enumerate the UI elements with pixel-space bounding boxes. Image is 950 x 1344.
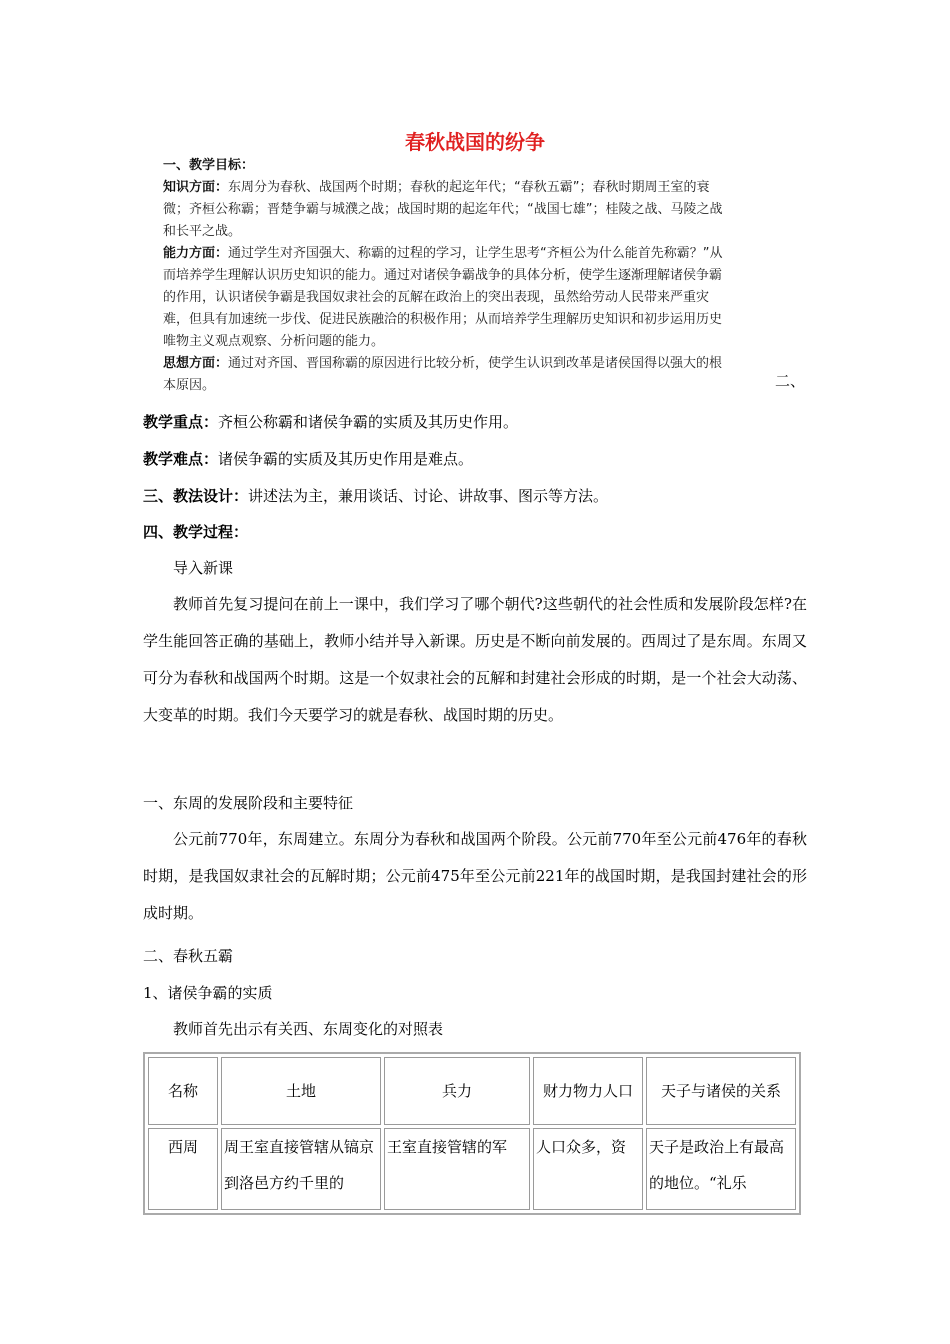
intro-paragraph: 教师首先复习提问在前上一课中，我们学习了哪个朝代?这些朝代的社会性质和发展阶段怎样?在学生能回答正确的基础上，教师小结并导入新课。历史是不断向前发展的。西周过了是东周。东周又可分为春秋和战国两个时期。这是一个奴隶社会的瓦解和封建社会形成的时期，是一个社会大动荡、大变革的时期。我们今天要学习的就是春秋、战国时期的历史。 [143, 595, 807, 724]
comparison-table [143, 1052, 801, 1215]
table-cell: 西周 [148, 1128, 218, 1210]
intro-heading: 导入新课 [173, 559, 234, 577]
document-title: 春秋战国的纷争 [405, 130, 545, 154]
table-cell: 人口众多，资 [533, 1128, 643, 1210]
table-header-cell: 财力物力人口 [533, 1057, 643, 1125]
table-cell: 天子是政治上有最高的地位。“礼乐 [646, 1128, 796, 1210]
table-header-cell: 土地 [221, 1057, 381, 1125]
teaching-process-heading: 四、教学过程： [143, 523, 249, 541]
objectives-heading: 一、教学目标： [163, 158, 255, 173]
section1-heading: 一、东周的发展阶段和主要特征 [143, 794, 354, 812]
table-header-row [148, 1057, 796, 1125]
section1-paragraph: 公元前770年，东周建立。东周分为春秋和战国两个阶段。公元前770年至公元前476年的春秋时期，是我国奴隶社会的瓦解时期；公元前475年至公元前221年的战国时期，是我国封建社会的形成时期。 [143, 830, 807, 922]
thought-objective: 思想方面：通过对齐国、晋国称霸的原因进行比较分析，使学生认识到改革是诸侯国得以强大的根本原因。 [163, 356, 723, 393]
key-point: 教学重点：齐桓公称霸和诸侯争霸的实质及其历史作用。 [143, 413, 519, 431]
sub1-heading: 1、诸侯争霸的实质 [143, 984, 273, 1002]
ability-objective: 能力方面：通过学生对齐国强大、称霸的过程的学习，让学生思考“齐桓公为什么能首先称霸？”从而培养学生理解认识历史知识的能力。通过对诸侯争霸战争的具体分析，使学生逐渐理解诸侯争霸的作用，认识诸侯争霸是我国奴隶社会的瓦解在政治上的突出表现，虽然给劳动人民带来严重灾难，但具有加速统一步伐、促进民族融洽的积极作用；从而培养学生理解历史知识和初步运用历史唯物主义观点观察、分析问题的能力。 [163, 246, 723, 349]
table-row [148, 1128, 796, 1210]
table-cell: 周王室直接管辖从镐京到洛邑方约千里的 [221, 1128, 381, 1210]
table-header-cell: 名称 [148, 1057, 218, 1125]
difficult-point: 教学难点：诸侯争霸的实质及其历史作用是难点。 [143, 450, 474, 468]
section-two-marker: 二、 [775, 372, 806, 390]
table-header-cell: 兵力 [384, 1057, 530, 1125]
section2-heading: 二、春秋五霸 [143, 947, 234, 965]
table-cell: 王室直接管辖的军 [384, 1128, 530, 1210]
teaching-method: 三、教法设计：讲述法为主，兼用谈话、讨论、讲故事、图示等方法。 [143, 487, 609, 505]
teaching-objectives-block [163, 155, 733, 397]
table-header-cell: 天子与诸侯的关系 [646, 1057, 796, 1125]
knowledge-objective: 知识方面：东周分为春秋、战国两个时期；春秋的起迄年代；“春秋五霸”；春秋时期周王室的衰微；齐桓公称霸；晋楚争霸与城濮之战；战国时期的起迄年代；“战国七雄”；桂陵之战、马陵之战和长平之战。 [163, 180, 723, 239]
table-intro: 教师首先出示有关西、东周变化的对照表 [173, 1020, 444, 1038]
